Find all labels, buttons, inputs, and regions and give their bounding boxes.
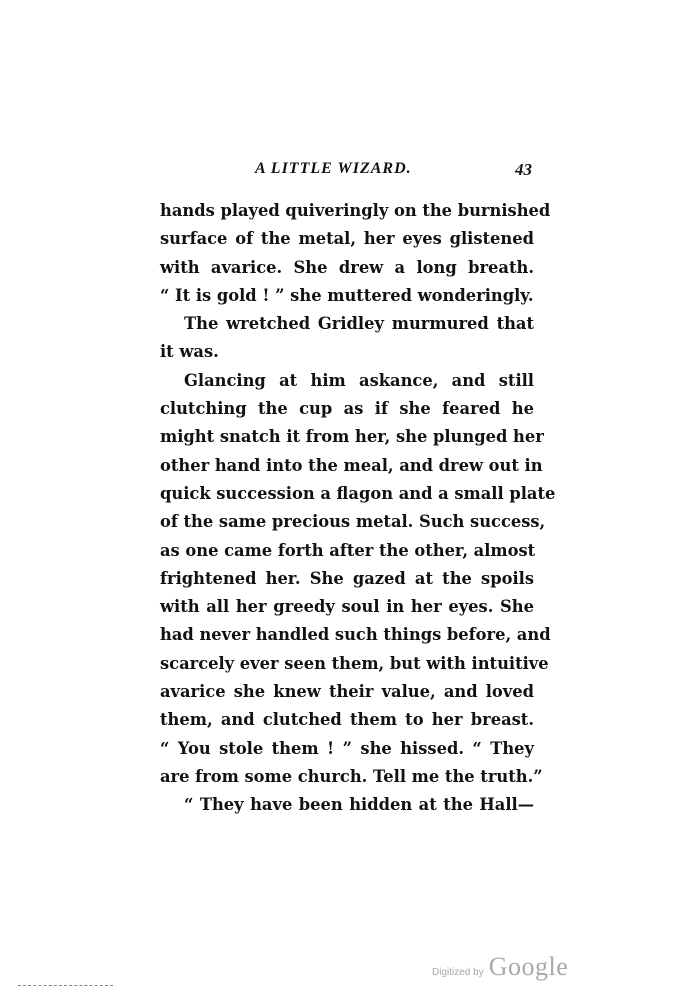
digitized-by-label: Digitized by — [432, 967, 484, 978]
body-text — [160, 197, 556, 820]
page-header — [160, 160, 534, 186]
scan-margin-mark — [18, 985, 113, 987]
text-line: with avarice. She drew a long breath. — [160, 257, 534, 277]
text-line: “ You stole them ! ” she hissed. “ They — [160, 738, 534, 758]
text-line: of the same precious metal. Such success, — [160, 512, 546, 532]
text-line: avarice she knew their value, and loved — [160, 682, 534, 702]
text-line: had never handled such things before, and — [160, 625, 551, 645]
text-line: surface of the metal, her eyes glistened — [160, 229, 534, 249]
running-title: A LITTLE WIZARD. — [255, 160, 412, 177]
text-line: The wretched Gridley murmured that — [184, 314, 534, 334]
text-line: other hand into the meal, and drew out in — [160, 455, 543, 475]
text-line: scarcely ever seen them, but with intuitive — [160, 653, 549, 673]
text-line: “ It is gold ! ” she muttered wonderingly. — [160, 285, 534, 305]
text-line: with all her greedy soul in her eyes. She — [160, 597, 534, 617]
text-line: them, and clutched them to her breast. — [160, 710, 534, 730]
text-line: as one came forth after the other, almost — [160, 540, 536, 560]
page-number: 43 — [515, 160, 532, 179]
text-line: frightened her. She gazed at the spoils — [160, 568, 534, 588]
text-line: are from some church. Tell me the truth.” — [160, 766, 543, 786]
text-line: hands played quiveringly on the burnished — [160, 201, 551, 220]
text-line: “ They have been hidden at the Hall— — [184, 795, 534, 815]
digitization-watermark — [432, 952, 568, 982]
text-line: clutching the cup as if she feared he — [160, 399, 534, 419]
text-line: Glancing at him askance, and still — [184, 370, 534, 390]
text-line: might snatch it from her, she plunged her — [160, 427, 544, 447]
google-logo: Google — [488, 952, 569, 981]
text-line: it was. — [160, 342, 219, 362]
text-line: quick succession a flagon and a small plate — [160, 483, 556, 503]
